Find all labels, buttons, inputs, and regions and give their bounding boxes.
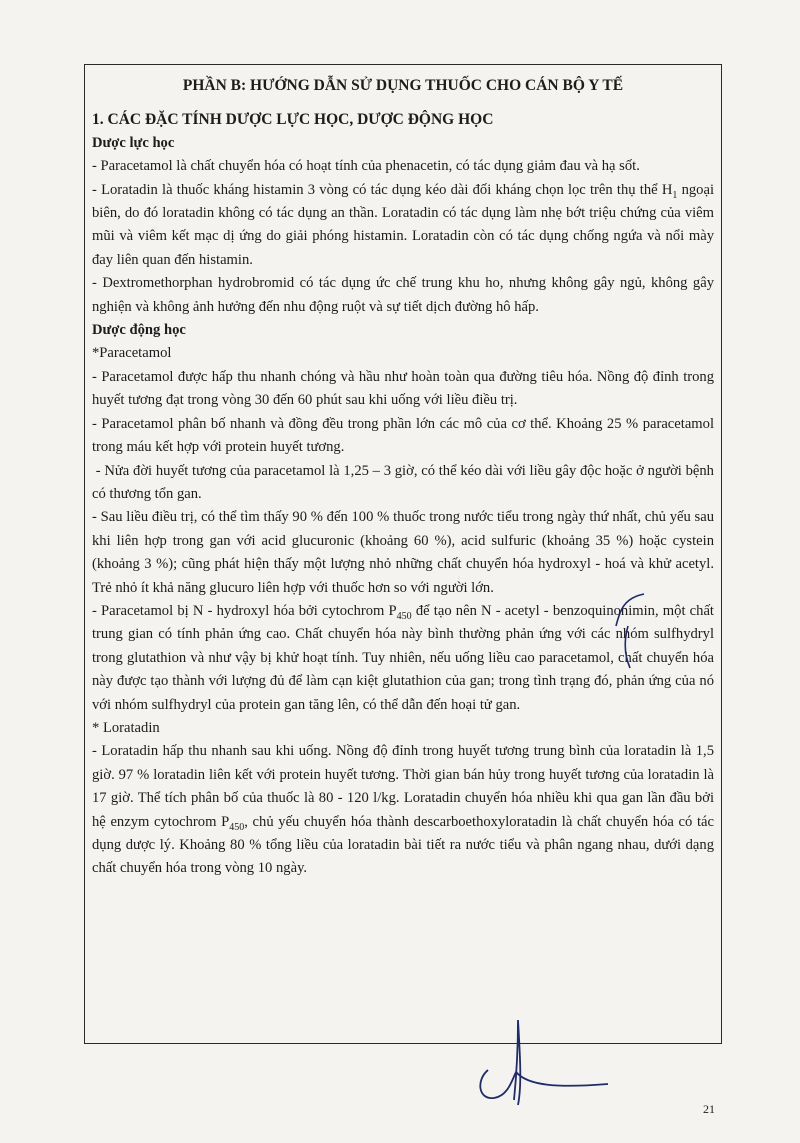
- loratadin-label: * Loratadin: [92, 719, 160, 736]
- paragraph-lo1: [92, 740, 714, 880]
- text-run: - Loratadin hấp thu nhanh sau khi uống. Nồng độ đỉnh trong huyết tương trung bình của loratadin là 1,5 giờ. 97 % loratadin liên kết với protein huyết tương. Thời gian bán hủy trong huyết tương của loratadin là 17 giờ. Thể tích phân bố của thuốc là 80 - 120 l/kg. Loratadin chuyển hóa nhiều khi qua gan lần đầu bởi hệ enzym cytochrom P: [92, 743, 714, 830]
- paracetamol-label: *Paracetamol: [92, 345, 172, 362]
- subscript: 450: [229, 821, 245, 833]
- signature-image: [468, 1000, 618, 1110]
- section-heading: 1. CÁC ĐẶC TÍNH DƯỢC LỰC HỌC, DƯỢC ĐỘNG HỌC: [92, 111, 494, 129]
- subscript: 450: [396, 610, 412, 622]
- subscript: 1: [672, 189, 678, 201]
- text-run: ngoại biên, do đó loratadin không có tác dụng an thần. Loratadin có tác dụng làm nhẹ bớt triệu chứng của viêm mũi và viêm kết mạc dị ứng do giải phóng histamin. Loratadin còn có tác dụng chống ngứa và nổi mày đay liên quan đến histamin.: [92, 181, 714, 268]
- pharmacodynamics-heading: Dược lực học: [92, 134, 175, 151]
- paragraph-pa2: - Paracetamol phân bố nhanh và đồng đều trong phần lớn các mô của cơ thể. Khoảng 25 % paracetamol trong máu kết hợp với protein huyết tương.: [92, 415, 714, 456]
- paragraph-loratadin-pd: [92, 179, 714, 273]
- text-run: - Loratadin là thuốc kháng histamin 3 vòng có tác dụng kéo dài đối kháng chọn lọc trên thụ thể H: [92, 181, 673, 198]
- page-number: 21: [703, 1102, 715, 1116]
- handwritten-mark: [620, 624, 650, 670]
- text-run: để tạo nên N - acetyl - benzoquinonimin, một chất trung gian có tính phản ứng cao. Chất chuyển hóa này bình thường phản ứng với các nhóm sulfhydryl trong glutathion và như vậy bị khử hoạt tính. Tuy nhiên, nếu uống liều cao paracetamol, chất chuyển hóa này được tạo thành với lượng đủ để làm cạn kiệt glutathion của gan; trong tình trạng đó, phản ứng của nó với nhóm sulfhydryl của protein gan tăng lên, có thể dẫn đến hoại tử gan.: [92, 602, 714, 713]
- paragraph-pa4: - Sau liều điều trị, có thể tìm thấy 90 % đến 100 % thuốc trong nước tiểu trong ngày thứ nhất, chủ yếu sau khi liên hợp trong gan với acid glucuronic (khoảng 60 %), acid sulfuric (khoảng 35 %) hoặc cystein (khoảng 3 %); cũng phát hiện thấy một lượng nhỏ những chất chuyển hóa hydroxyl - hoá và khử acetyl. Trẻ nhỏ ít khả năng glucuro liên hợp với thuốc hơn so với người lớn.: [92, 509, 714, 596]
- pharmacokinetics-heading: Dược động học: [92, 322, 186, 339]
- paragraph-pa3: - Nửa đời huyết tương của paracetamol là 1,25 – 3 giờ, có thể kéo dài với liều gây độc hoặc ở người bệnh có thương tổn gan.: [92, 462, 718, 502]
- text-run: , chủ yếu chuyển hóa thành descarboethoxyloratadin là chất chuyển hóa có tác dụng dược lý. Khoảng 80 % tổng liều của loratadin bài tiết ra nước tiểu và phân ngang nhau, dưới dạng chất chuyển hóa trong vòng 10 ngày.: [92, 813, 714, 877]
- page-title: PHẦN B: HƯỚNG DẪN SỬ DỤNG THUỐC CHO CÁN BỘ Y TẾ: [182, 77, 624, 94]
- paragraph-pa1: - Paracetamol được hấp thu nhanh chóng và hầu như hoàn toàn qua đường tiêu hóa. Nồng độ đỉnh trong huyết tương đạt trong vòng 30 đến 60 phút sau khi uống với liều điều trị.: [92, 368, 714, 409]
- paragraph-paracetamol-pd: - Paracetamol là chất chuyển hóa có hoạt tính của phenacetin, có tác dụng giảm đau và hạ sốt.: [92, 158, 640, 175]
- text-run: - Paracetamol bị N - hydroxyl hóa bởi cytochrom P: [92, 602, 397, 619]
- document-body: [92, 70, 718, 881]
- paragraph-dextromethorphan-pd: - Dextromethorphan hydrobromid có tác dụng ức chế trung khu ho, nhưng không gây ngủ, không gây nghiện và không ảnh hưởng đến nhu động ruột và sự tiết dịch đường hô hấp.: [92, 275, 714, 315]
